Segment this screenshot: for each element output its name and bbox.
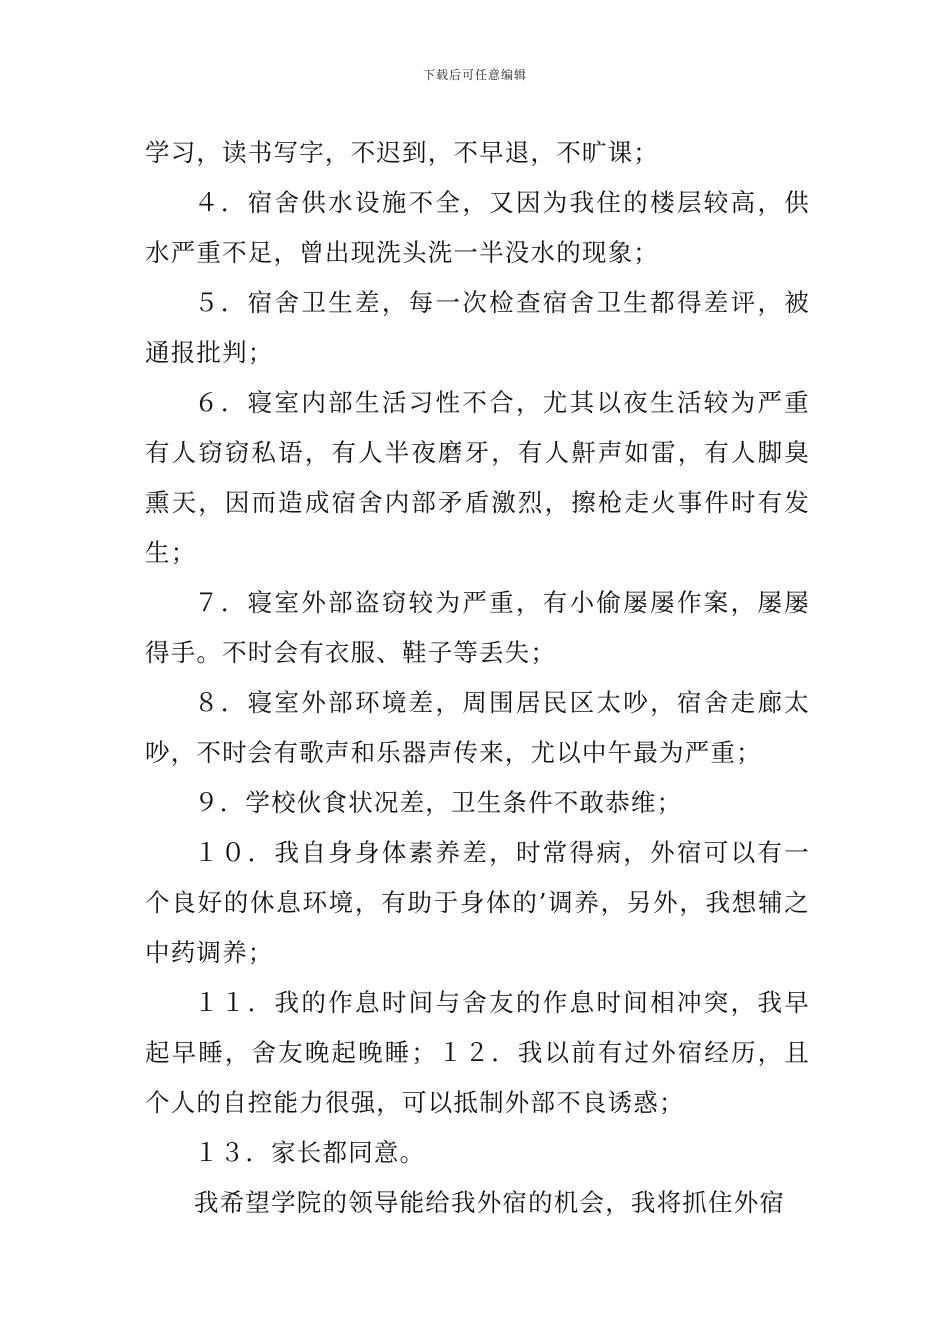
paragraph-item-4: ４．宿舍供水设施不全，又因为我住的楼层较高，供水严重不足，曾出现洗头洗一半没水的现象； — [145, 188, 810, 267]
paragraph-item-11-12: １１．我的作息时间与舍友的作息时间相冲突，我早起早睡，舍友晚起晚睡；１２．我以前有过外宿经历，且个人的自控能力很强，可以抵制外部不良诱惑； — [145, 988, 810, 1117]
paragraph-item-13: １３．家长都同意。 — [194, 1138, 426, 1167]
paragraph-item-7: ７．寝室外部盗窃较为严重，有小偷屡屡作案，屡屡得手。不时会有衣服、鞋子等丢失； — [145, 588, 810, 667]
paragraph-continuation: 学习，读书写字，不迟到，不早退，不旷课； — [145, 138, 659, 167]
page-header: 下载后可任意编辑 — [422, 68, 527, 82]
paragraph-item-8: ８．寝室外部环境差，周围居民区太吵，宿舍走廊太吵，不时会有歌声和乐器声传来，尤以中午最为严重； — [145, 688, 810, 767]
paragraph-item-10: １０．我自身身体素养差，时常得病，外宿可以有一个良好的休息环境，有助于身体的’调养，另外，我想辅之中药调养； — [145, 838, 810, 967]
document-body — [145, 128, 810, 1228]
paragraph-closing: 我希望学院的领导能给我外宿的机会，我将抓住外宿 — [194, 1188, 786, 1217]
paragraph-item-6: ６．寝室内部生活习性不合，尤其以夜生活较为严重有人窃窃私语，有人半夜磨牙，有人鼾声如雷，有人脚臭熏天，因而造成宿舍内部矛盾激烈，擦枪走火事件时有发生； — [145, 388, 810, 567]
paragraph-item-5: ５．宿舍卫生差，每一次检查宿舍卫生都得差评，被通报批判； — [145, 288, 810, 367]
paragraph-item-9: ９．学校伙食状况差，卫生条件不敢恭维； — [194, 788, 683, 817]
